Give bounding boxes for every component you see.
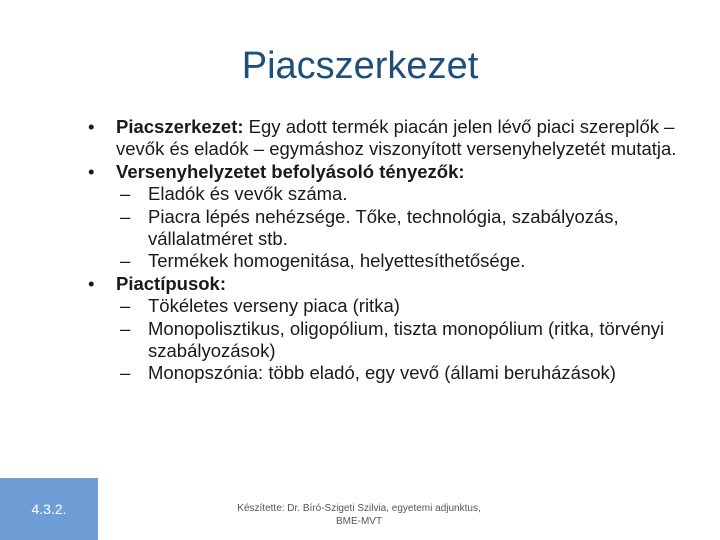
slide-number-badge: 4.3.2. — [0, 478, 98, 540]
slide-title: Piacszerkezet — [241, 45, 479, 87]
bullet-dot-icon: • — [88, 272, 95, 294]
bullet-dash-icon: – — [120, 183, 131, 205]
list-item — [88, 362, 708, 384]
list-item — [88, 295, 708, 317]
bullet-dash-icon: – — [120, 295, 131, 317]
bullet-dash-icon: – — [120, 362, 131, 384]
bullet-dash-icon: – — [120, 205, 131, 227]
bullet-list — [88, 116, 708, 385]
list-item — [88, 206, 708, 251]
item-text: Egy adott termék piacán jelen lévő piaci szereplők – vevők és eladók – egymáshoz viszonyított versenyhelyzetét mutatja. — [116, 116, 677, 160]
item-bold-term: Versenyhelyzetet befolyásoló tényezők: — [116, 160, 465, 182]
item-text: Piacra lépés nehézsége. Tőke, technológia, szabályozás, vállalatméret stb. — [148, 205, 619, 250]
list-item — [88, 250, 708, 272]
item-text: Termékek homogenitása, helyettesíthetősége. — [148, 250, 526, 272]
bullet-dash-icon: – — [120, 250, 131, 272]
item-text: Tökéletes verseny piaca (ritka) — [148, 295, 400, 317]
list-item — [88, 318, 708, 363]
list-item — [88, 116, 708, 161]
item-text: Monopszónia: több eladó, egy vevő (állami beruházások) — [148, 362, 616, 384]
bullet-dot-icon: • — [88, 116, 95, 137]
item-bold-term: Piactípusok: — [116, 272, 226, 294]
item-bold-term: Piacszerkezet: — [116, 116, 244, 137]
footer-text: Készítette: Dr. Bíró-Szigeti Szilvia, egyetemi adjunktus, BME-MVT — [237, 503, 481, 527]
bullet-dot-icon: • — [88, 160, 95, 182]
bullet-dash-icon: – — [120, 317, 131, 339]
list-item — [88, 161, 708, 183]
item-text: Eladók és vevők száma. — [148, 183, 348, 205]
list-item — [88, 183, 708, 205]
item-text: Monopolisztikus, oligopólium, tiszta monopólium (ritka, törvényi szabályozások) — [148, 317, 665, 362]
list-item — [88, 273, 708, 295]
